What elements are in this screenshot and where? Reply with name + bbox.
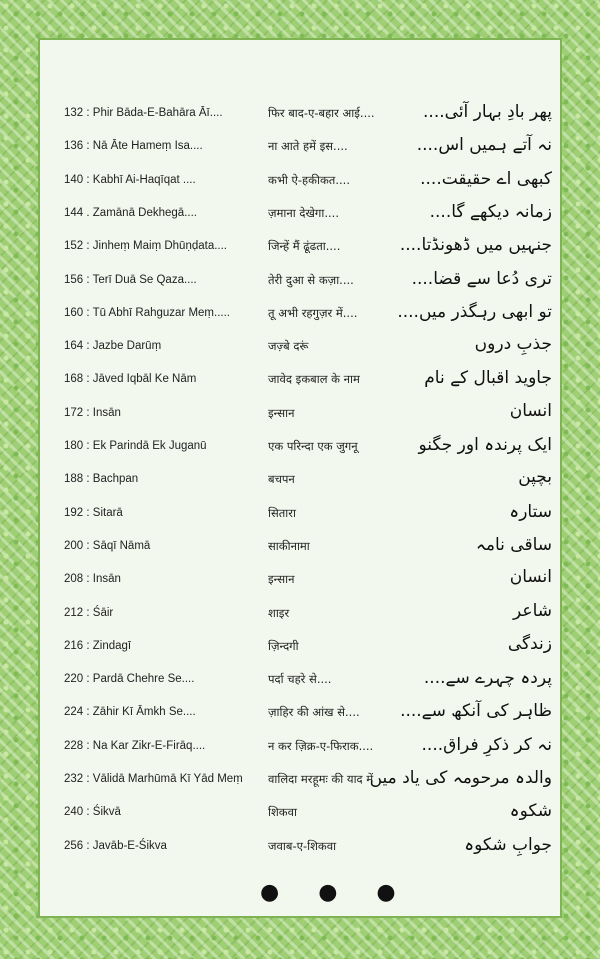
contents-entry (40, 632, 560, 662)
contents-entry (40, 166, 560, 196)
entry-transliteration: 232 : Vālidā Marhūmā Kī Yād Meṃ (64, 773, 243, 785)
entry-hindi-title: ज़ाहिर की आंख से.... (268, 705, 360, 720)
contents-entry (40, 532, 560, 562)
entry-hindi-title: ज़माना देखेगा.... (268, 205, 339, 220)
entry-urdu-title: پردہ چہرے سے.... (423, 668, 552, 689)
entry-hindi-title: ज़िन्दगी (268, 638, 299, 653)
entry-urdu-title: انسان (509, 567, 552, 588)
entry-urdu-title: ایک پرندہ اور جگنو (418, 435, 552, 455)
entry-urdu-title: بچپن (518, 467, 552, 488)
entry-urdu-title: تو ابھی رہگذر میں.... (397, 301, 552, 322)
entry-urdu-title: نہ آتے ہمیں اس.... (416, 135, 552, 156)
contents-entry (40, 199, 560, 229)
entry-urdu-title: شکوہ (509, 801, 552, 822)
entry-transliteration: 172 : Insān (64, 406, 121, 419)
entry-hindi-title: वालिदा मरहूमः की याद में (268, 772, 374, 786)
entry-transliteration: 152 : Jinheṃ Maiṃ Dhūṇḍata.... (64, 240, 227, 253)
entry-hindi-title: इन्सान (268, 572, 295, 587)
entry-transliteration: 156 : Terī Duā Se Qaza.... (64, 273, 197, 286)
entry-urdu-title: شاعر (513, 600, 552, 621)
entry-hindi-title: बचपन (268, 472, 295, 487)
entry-transliteration: 180 : Ek Parindā Ek Juganū (64, 440, 207, 452)
contents-entry (40, 399, 560, 429)
entry-hindi-title: ना आते हमें इस.... (268, 139, 348, 154)
entry-urdu-title: ساقی نامہ (475, 534, 552, 555)
contents-entry (40, 832, 560, 862)
entry-hindi-title: सितारा (268, 505, 296, 520)
entry-hindi-title: तेरी दुआ से कज़ा.... (268, 272, 354, 287)
entry-transliteration: 168 : Jāved Iqbāl Ke Nām (64, 373, 197, 386)
entry-transliteration: 220 : Pardā Chehre Se.... (64, 673, 195, 686)
entry-hindi-title: जिन्हें मैं ढूंढता.... (268, 239, 341, 254)
entry-transliteration: 192 : Sitarā (64, 506, 123, 519)
entry-urdu-title: کبھی اے حقیقت.... (420, 168, 552, 189)
contents-entry (40, 732, 560, 762)
entry-hindi-title: न कर ज़िक्र-ए-फिराक.... (268, 738, 374, 753)
entry-urdu-title: جاوید اقبال کے نام (424, 368, 552, 389)
entry-urdu-title: تری دُعا سے قضا.... (411, 268, 552, 289)
entry-urdu-title: والدہ مرحومہ کی یاد میں (369, 768, 552, 788)
contents-entry (40, 565, 560, 595)
contents-entry (40, 332, 560, 362)
contents-entry (40, 765, 560, 795)
entry-urdu-title: زندگی (507, 633, 552, 654)
contents-entry (40, 432, 560, 462)
entry-transliteration: 144 . Zamānā Dekhegā.... (64, 206, 197, 219)
contents-entry (40, 665, 560, 695)
entry-urdu-title: زمانہ دیکھے گا.... (429, 201, 552, 222)
contents-entry (40, 599, 560, 629)
entry-hindi-title: जज़्बे दरूं (268, 339, 309, 354)
contents-entry (40, 99, 560, 129)
entry-hindi-title: जावेद इकबाल के नाम (268, 372, 360, 387)
entry-hindi-title: फिर बाद-ए-बहार आई.... (268, 106, 375, 120)
entry-hindi-title: जवाब-ए-शिकवा (268, 838, 337, 853)
entry-urdu-title: جذبِ دروں (474, 334, 552, 355)
entry-transliteration: 224 : Zāhir Kī Āmkh Se.... (64, 706, 196, 719)
entry-urdu-title: نہ کر ذکرِ فراق.... (421, 734, 552, 755)
entry-urdu-title: انسان (509, 400, 552, 421)
entry-urdu-title: ظاہر کی آنکھ سے.... (400, 701, 552, 722)
entry-hindi-title: शाइर (268, 605, 290, 620)
contents-entry (40, 465, 560, 495)
contents-panel (38, 38, 562, 918)
contents-entry (40, 299, 560, 329)
entry-hindi-title: तू अभी रहगुज़र में.... (268, 305, 358, 320)
contents-entry (40, 698, 560, 728)
entry-urdu-title: ستارہ (509, 501, 552, 522)
contents-entry (40, 798, 560, 828)
entry-hindi-title: एक परिन्दा एक जुगनू (268, 439, 358, 453)
entry-transliteration: 136 : Nā Āte Hameṃ Isa.... (64, 140, 203, 153)
entry-transliteration: 188 : Bachpan (64, 473, 139, 486)
entry-transliteration: 256 : Javāb-E-Śikva (64, 839, 167, 852)
entry-transliteration: 228 : Na Kar Zikr-E-Firāq.... (64, 739, 206, 752)
entry-transliteration: 164 : Jazbe Darūṃ (64, 340, 162, 353)
entry-transliteration: 216 : Zindagī (64, 639, 132, 652)
entry-transliteration: 208 : Insān (64, 573, 121, 586)
entry-hindi-title: कभी ऐ-हकीकत.... (268, 172, 350, 187)
contents-entry (40, 266, 560, 296)
contents-entry (40, 499, 560, 529)
entry-hindi-title: पर्दा चहरे से.... (268, 672, 332, 687)
entry-urdu-title: پھر بادِ بہار آئی.... (423, 102, 552, 122)
contents-entry (40, 365, 560, 395)
contents-entry (40, 132, 560, 162)
contents-entry (40, 232, 560, 262)
entry-transliteration: 132 : Phir Bāda-E-Bahāra Āī.... (64, 107, 223, 119)
entry-transliteration: 160 : Tū Abhī Rahguzar Meṃ..... (64, 306, 230, 319)
entry-urdu-title: جوابِ شکوہ (464, 834, 552, 855)
entry-transliteration: 212 : Śāir (64, 606, 114, 619)
entry-hindi-title: इन्सान (268, 405, 295, 420)
entry-transliteration: 200 : Sāqī Nāmā (64, 539, 151, 552)
entry-transliteration: 140 : Kabhī Ai-Haqīqat .... (64, 173, 196, 186)
entry-hindi-title: साकीनामा (268, 538, 310, 553)
entry-urdu-title: جنہیں میں ڈھونڈتا.... (399, 235, 552, 256)
entry-hindi-title: शिकवा (268, 805, 298, 820)
ornament-dots: ● ● ● (260, 880, 412, 905)
entry-transliteration: 240 : Śikvā (64, 806, 121, 819)
